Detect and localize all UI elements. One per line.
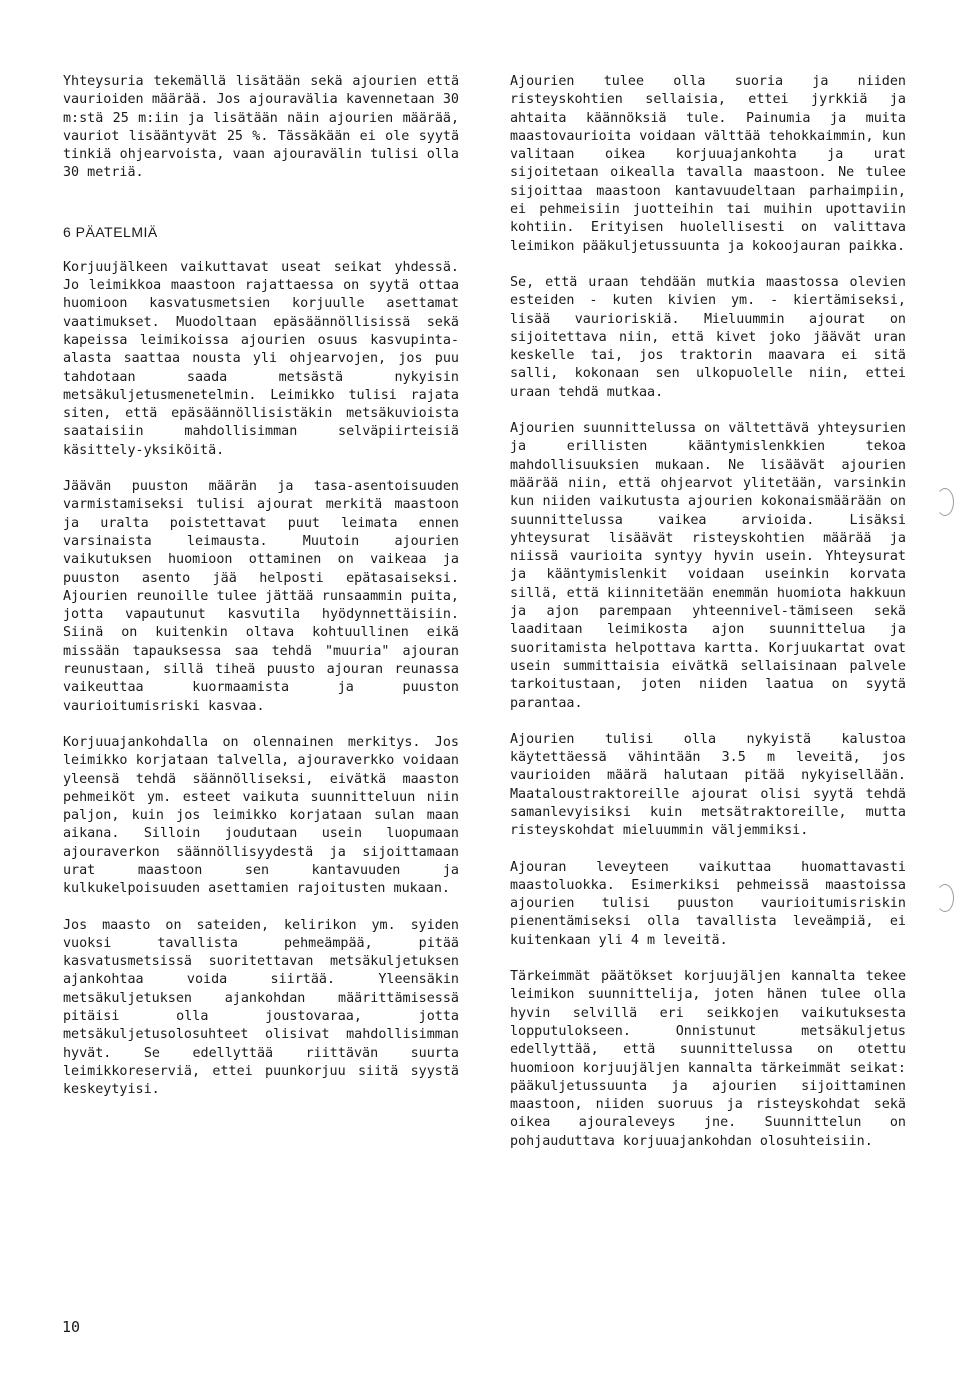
paragraph-2: Jäävän puuston määrän ja tasa-asentoisuuden varmistamiseksi tulisi ajourat merkitä maastoon ja uralta poistettavat puut leimata ennen varsinaista leimausta. Muutoin ajourien vaikutuksen huomioon ottaminen on vaikeaa ja puuston asento jää helposti epätasaiseksi. Ajourien reunoille tulee jättää runsaammin puita, jotta vapautunut kasvutila hyödynnettäisiin. Siinä on kuitenkin oltava kohtuullinen eikä missään tapauksessa saa tehdä "muuria" ajouran reunustaan, sillä tiheä puusto ajouran reunassa vaikeuttaa kuormaamista ja puuston vaurioitumisriski kasvaa. (63, 479, 459, 714)
right-column (510, 73, 906, 1169)
paragraph-r6: Tärkeimmät päätökset korjuujäljen kannalta tekee leimikon suunnittelija, joten hänen tulee olla hyvin selvillä eri seikkojen vaikutuksesta lopputulokseen. Onnistunut metsäkuljetus edellyttää, että suunnittelussa on otettu huomioon korjuujäljen kannalta tärkeimmät seikat: pääkuljetussuunta ja ajourien sijoittaminen maastoon, niiden suoruus ja risteyskohdat sekä oikea ajouraleveys jne. Suunnittelun on pohjauduttava korjuuajankohdan olosuhteisiin. (510, 969, 906, 1149)
margin-punch-mark (936, 488, 954, 516)
paragraph-r1: Ajourien tulee olla suoria ja niiden risteyskohtien sellaisia, ettei jyrkkiä ja ahtaita käännöksiä tule. Painumia ja muita maastovaurioita voidaan välttää tehokkaimmin, kun valitaan oikea korjuuajankohta ja urat sijoitetaan oikealla tavalla maastoon. Ne tulee sijoittaa maastoon kantavuudeltaan parhaimpiin, ei pehmeisiin juotteihin tai muihin upottaviin kohtiin. Erityisen huolellisesti on valittava leimikon pääkuljetussuunta ja kokoojauran paikka. (510, 74, 906, 254)
paragraph-r2: Se, että uraan tehdään mutkia maastossa olevien esteiden - kuten kivien ym. - kiertämiseksi, lisää vaurioriskiä. Mieluummin ajourat on sijoitettava niin, että kivet joko jäävät uran keskelle tai, jos traktorin maavara ei sitä salli, kokonaan sen ulkopuolelle niin, ettei uraan tehdä mutkaa. (510, 274, 906, 400)
margin-punch-mark (936, 884, 954, 912)
paragraph-r5: Ajouran leveyteen vaikuttaa huomattavasti maastoluokka. Esimerkiksi pehmeissä maastoissa ajourien tulisi puuston vaurioitumisriskin pienentämiseksi olla tavallista leveämpiä, ei kuitenkaan yli 4 m leveitä. (510, 859, 906, 948)
section-heading: 6 PÄATELMIÄ (63, 223, 158, 240)
page-number: 10 (62, 1318, 81, 1336)
left-column (63, 73, 459, 1118)
paragraph-3: Korjuuajankohdalla on olennainen merkitys. Jos leimikko korjataan talvella, ajouraverkko voidaan yleensä tehdä säännölliseksi, eivätkä maaston pehmeiköt ym. esteet vaikuta suunnitteluun niin paljon, kuin jos leimikko korjataan sulan maan aikana. Silloin joudutaan usein luopumaan ajouraverkon säännöllisyydestä ja sijoittamaan urat maastoon sen kantavuuden ja kulkukelpoisuuden asettamien rajoitusten mukaan. (63, 734, 459, 897)
paragraph-1: Korjuujälkeen vaikuttavat useat seikat yhdessä. Jo leimikkoa maastoon rajattaessa on syytä ottaa huomioon kasvatusmetsien korjuulle asettamat vaatimukset. Muodoltaan epäsäännöllisissä sekä kapeissa leimikoissa ajourien osuus kasvupinta-alasta saattaa nousta yli ohjearvojen, jos puu tahdotaan saada metsästä nykyisin metsäkuljetusmenetelmin. Leimikko tulisi rajata siten, että epäsäännöllisistäkin metsäkuvioista saataisiin mahdollisimman selväpiirteisiä käsittely-yksiköitä. (63, 259, 459, 458)
paragraph-r3: Ajourien suunnittelussa on vältettävä yhteysurien ja erillisten kääntymislenkkien tekoa mahdollisuuksien mukaan. Ne lisäävät ajourien määrää niin, että ohjearvot ylitetään, varsinkin kun niiden vaikutusta ajourien kokonaismäärään on suunnittelussa vaikea arvioida. Lisäksi yhteysurat lisäävät risteyskohtien määrää ja niissä vaurioita syntyy hyvin usein. Yhteysurat ja kääntymislenkit voidaan useinkin korvata sillä, että kiinnitetään enemmän huomiota hakkuun ja ajon parempaan yhteennivel-tämiseen sekä laaditaan leimikosta ajon suunnittelua ja suoritamista helpottava kartta. Korjuukartat ovat usein summittaisia eivätkä sellaisinaan palvele tarkoitustaan, joten niiden laatua on syytä parantaa. (510, 421, 906, 711)
paragraph-r4: Ajourien tulisi olla nykyistä kalustoa käytettäessä vähintään 3.5 m leveitä, jos vaurioiden määrä halutaan pitää nykyisellään. Maataloustraktoreille ajourat olisi syytä tehdä samanlevyisiksi kuin metsätraktoreille, mutta risteyskohdat mieluummin väljemmiksi. (510, 731, 906, 839)
paragraph-4: Jos maasto on sateiden, kelirikon ym. syiden vuoksi tavallista pehmeämpää, pitää kasvatusmetsissä suoritettavan metsäkuljetuksen ajankohtaa voida siirtää. Yleensäkin metsäkuljetuksen ajankohdan määrittämisessä pitäisi olla joustovaraa, jotta metsäkuljetusolosuhteet olisivat mahdollisimman hyvät. Se edellyttää riittävän suurta leimikkoreserviä, ettei puunkorjuu siitä syystä keskeytyisi. (63, 917, 459, 1098)
intro-paragraph: Yhteysuria tekemällä lisätään sekä ajourien että vaurioiden määrää. Jos ajouravälia kavennetaan 30 m:stä 25 m:iin ja lisätään näin ajourien määrää, vauriot lisääntyvät 25 %. Tässäkään ei ole syytä tinkiä ohjearvoista, vaan ajouravälin tulisi olla 30 metriä. (63, 74, 459, 181)
